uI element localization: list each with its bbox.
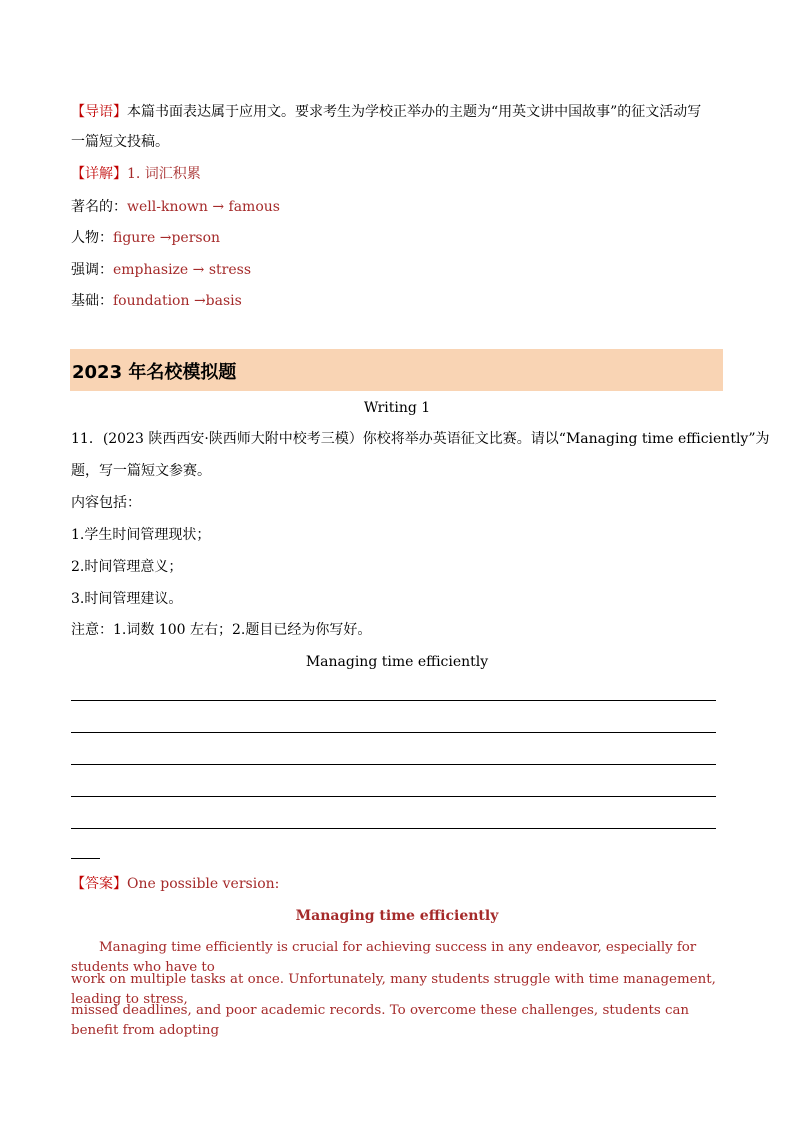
- intro-text-2: 一篇短文投稿。: [71, 134, 169, 150]
- detail-tag: 【详解】: [71, 166, 127, 182]
- vocab-value: figure →person: [113, 230, 221, 246]
- writing-line: [71, 700, 716, 701]
- answer-paragraph-line-2: work on multiple tasks at once. Unfortunately, many students struggle with time management, leading to stress,: [71, 972, 716, 1007]
- intro-tag: 【导语】: [71, 104, 127, 120]
- vocab-item: [71, 197, 280, 217]
- vocab-item: [71, 228, 220, 248]
- vocab-item: [71, 291, 242, 311]
- writing-line: [71, 828, 716, 829]
- vocab-item: [71, 260, 251, 280]
- section-title: 2023 年名校模拟题: [72, 362, 237, 383]
- vocab-value: emphasize → stress: [113, 262, 251, 278]
- vocab-value: well-known → famous: [127, 199, 280, 215]
- writing-line: [71, 732, 716, 733]
- vocab-value: foundation →basis: [113, 293, 242, 309]
- question-line-1: 11．(2023 陕西西安·陕西师大附中校考三模）你校将举办英语征文比赛。请以“Managing time efficiently”为: [71, 431, 770, 447]
- intro-line-1: [71, 102, 701, 122]
- answer-paragraph-line-1: Managing time efficiently is crucial for achieving success in any endeavor, especially for students who have to: [71, 940, 697, 975]
- question-note: 注意：1.词数 100 左右；2.题目已经为你写好。: [71, 622, 372, 638]
- vocab-label: 人物：: [71, 230, 113, 246]
- writing-line: [71, 764, 716, 765]
- question-line-2: 题，写一篇短文参赛。: [71, 463, 211, 479]
- detail-heading: 1. 词汇积累: [127, 166, 201, 182]
- content-point: 2.时间管理意义；: [71, 559, 183, 575]
- writing-line: [71, 796, 716, 797]
- writing-line-short: [71, 858, 100, 859]
- content-point: 3.时间管理建议。: [71, 591, 183, 607]
- vocab-label: 强调：: [71, 262, 113, 278]
- intro-text-1: 本篇书面表达属于应用文。要求考生为学校正举办的主题为“用英文讲中国故事”的征文活动写: [127, 104, 702, 120]
- content-point: 1.学生时间管理现状；: [71, 527, 211, 543]
- answer-lead: One possible version:: [127, 876, 280, 892]
- vocab-label: 著名的：: [71, 199, 127, 215]
- detail-heading-line: [71, 164, 201, 184]
- answer-line: [71, 874, 279, 894]
- content-label: 内容包括：: [71, 495, 141, 511]
- answer-paragraph-line-3: missed deadlines, and poor academic records. To overcome these challenges, students can benefit from adopting: [71, 1003, 690, 1038]
- answer-tag: 【答案】: [71, 876, 127, 892]
- vocab-label: 基础：: [71, 293, 113, 309]
- answer-title: Managing time efficiently: [295, 908, 499, 924]
- essay-title: Managing time efficiently: [305, 654, 489, 670]
- question-subtitle: Writing 1: [363, 400, 431, 416]
